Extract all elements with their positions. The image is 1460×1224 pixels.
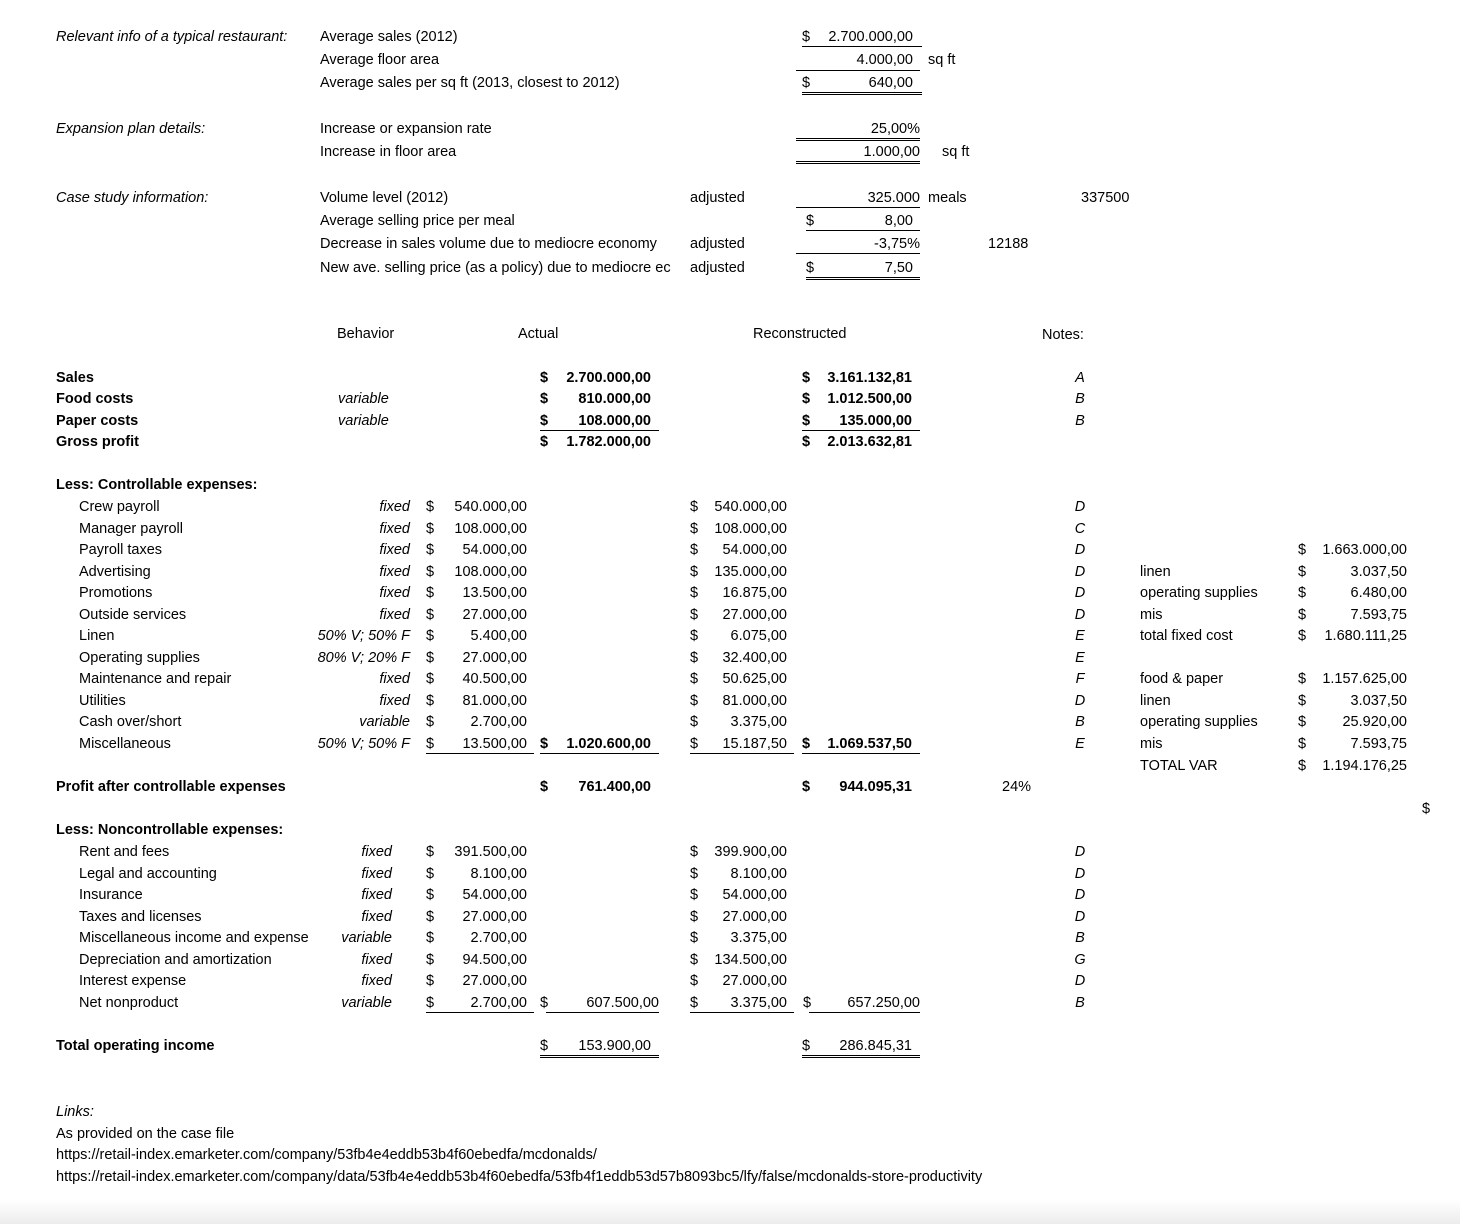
side-fixed-label: linen bbox=[1140, 564, 1171, 580]
side-var-sym: $ bbox=[1298, 758, 1307, 774]
value-floor-increase: 1.000,00 bbox=[796, 143, 920, 164]
noncontrollable-total-reconstructed: 657.250,00 bbox=[809, 994, 920, 1013]
controllable-row-note: E bbox=[1075, 650, 1085, 666]
summary-note: A bbox=[1075, 370, 1085, 386]
side-var-label: linen bbox=[1140, 693, 1171, 709]
controllable-row-reconstructed-value: 108.000,00 bbox=[714, 521, 787, 537]
controllable-row-actual-sym: $ bbox=[426, 607, 435, 623]
label-floor-increase: Increase in floor area bbox=[320, 144, 457, 160]
summary-actual-value: 810.000,00 bbox=[578, 391, 651, 407]
controllable-row-actual-sym: $ bbox=[426, 628, 435, 644]
controllable-row-reconstructed-value: 27.000,00 bbox=[722, 607, 787, 623]
header-actual: Actual bbox=[518, 326, 559, 342]
summary-note: B bbox=[1075, 391, 1085, 407]
controllable-row-reconstructed-sym: $ bbox=[690, 542, 699, 558]
controllable-row-note: D bbox=[1074, 542, 1086, 558]
summary-reconstructed-sym: $ bbox=[802, 391, 811, 407]
label-sales-decrease: Decrease in sales volume due to mediocre economy bbox=[320, 236, 657, 252]
side-var-value: 3.037,50 bbox=[1350, 693, 1407, 709]
controllable-row-behavior: fixed bbox=[379, 671, 410, 687]
controllable-row-reconstructed-sym: $ bbox=[690, 671, 699, 687]
noncontrollable-row-actual-value: 27.000,00 bbox=[462, 973, 527, 989]
controllable-total-reconstructed-sym: $ bbox=[802, 735, 920, 754]
label-expansion-rate: Increase or expansion rate bbox=[320, 121, 492, 137]
noncontrollable-row-behavior: variable bbox=[341, 995, 392, 1011]
controllable-row-actual-sym: $ bbox=[426, 714, 435, 730]
controllable-row-reconstructed-sym: $ bbox=[690, 521, 699, 537]
noncontrollable-row-behavior: fixed bbox=[361, 844, 392, 860]
noncontrollable-row-actual-sym: $ bbox=[426, 952, 435, 968]
controllable-row-actual-value: 5.400,00 bbox=[470, 628, 527, 644]
noncontrollable-row-actual-sym: $ bbox=[426, 909, 435, 925]
controllable-title: Less: Controllable expenses: bbox=[56, 477, 258, 493]
summary-reconstructed-value: 135.000,00 bbox=[839, 413, 912, 429]
controllable-row-behavior: variable bbox=[359, 714, 410, 730]
side-fixed-label: operating supplies bbox=[1140, 585, 1258, 601]
label-floor-area: Average floor area bbox=[320, 52, 440, 68]
controllable-row-reconstructed-sym: $ bbox=[690, 735, 794, 754]
controllable-row-actual-sym: $ bbox=[426, 735, 534, 754]
summary-actual-sym: $ bbox=[540, 412, 659, 431]
noncontrollable-row-reconstructed-value: 3.375,00 bbox=[730, 930, 787, 946]
controllable-row-label: Miscellaneous bbox=[79, 736, 171, 752]
side-var-label: TOTAL VAR bbox=[1140, 758, 1218, 774]
noncontrollable-row-label: Taxes and licenses bbox=[79, 909, 202, 925]
window-bottom-edge bbox=[0, 1200, 1460, 1224]
noncontrollable-row-note: D bbox=[1074, 973, 1086, 989]
controllable-row-note: D bbox=[1074, 499, 1086, 515]
side-fixed-sym: $ bbox=[1298, 564, 1307, 580]
controllable-row-behavior: fixed bbox=[379, 607, 410, 623]
total-operating-reconstructed-sym: $ bbox=[802, 1037, 920, 1058]
edge-dollar: $ bbox=[1422, 801, 1431, 817]
noncontrollable-row-note: D bbox=[1074, 844, 1086, 860]
side-var-sym: $ bbox=[1298, 736, 1307, 752]
label-new-price: New ave. selling price (as a policy) due to mediocre ec bbox=[320, 260, 671, 276]
noncontrollable-row-label: Legal and accounting bbox=[79, 866, 217, 882]
profit-after-reconstructed: 944.095,31 bbox=[839, 779, 912, 795]
controllable-row-note: E bbox=[1075, 736, 1085, 752]
total-operating-actual: 153.900,00 bbox=[578, 1038, 651, 1054]
side-var-sym: $ bbox=[1298, 693, 1307, 709]
controllable-row-label: Advertising bbox=[79, 564, 151, 580]
controllable-row-note: E bbox=[1075, 628, 1085, 644]
controllable-row-reconstructed-sym: $ bbox=[690, 628, 699, 644]
controllable-row-actual-sym: $ bbox=[426, 542, 435, 558]
noncontrollable-row-reconstructed-value: 399.900,00 bbox=[714, 844, 787, 860]
summary-reconstructed-sym: $ bbox=[802, 370, 811, 386]
controllable-row-note: D bbox=[1074, 585, 1086, 601]
noncontrollable-row-reconstructed-value: 27.000,00 bbox=[722, 909, 787, 925]
controllable-row-behavior: fixed bbox=[379, 521, 410, 537]
controllable-row-behavior: fixed bbox=[379, 693, 410, 709]
controllable-row-label: Outside services bbox=[79, 607, 187, 623]
controllable-row-label: Maintenance and repair bbox=[79, 671, 232, 687]
controllable-row-actual-value: 108.000,00 bbox=[454, 564, 527, 580]
controllable-row-reconstructed-value: 54.000,00 bbox=[722, 542, 787, 558]
noncontrollable-row-reconstructed-sym: $ bbox=[690, 952, 699, 968]
controllable-row-note: C bbox=[1074, 521, 1086, 537]
controllable-row-actual-value: 540.000,00 bbox=[454, 499, 527, 515]
controllable-row-actual-value: 27.000,00 bbox=[462, 650, 527, 666]
noncontrollable-total-actual: 607.500,00 bbox=[546, 994, 659, 1013]
controllable-row-reconstructed-value: 81.000,00 bbox=[722, 693, 787, 709]
summary-reconstructed-sym: $ bbox=[802, 412, 920, 431]
controllable-row-reconstructed-value: 50.625,00 bbox=[722, 671, 787, 687]
noncontrollable-row-note: D bbox=[1074, 887, 1086, 903]
link-url-2[interactable]: https://retail-index.emarketer.com/company/data/53fb4e4eddb53b4f60ebedfa/53fb4f1eddb53d57b8093bc5/lfy/false/mcdonalds-store-productivity bbox=[56, 1169, 983, 1185]
noncontrollable-row-reconstructed-sym: $ bbox=[690, 844, 699, 860]
summary-note: B bbox=[1075, 413, 1085, 429]
header-behavior: Behavior bbox=[337, 326, 395, 342]
value-volume-level: 325.000 bbox=[796, 189, 920, 208]
controllable-row-reconstructed-sym: $ bbox=[690, 564, 699, 580]
noncontrollable-row-label: Depreciation and amortization bbox=[79, 952, 272, 968]
summary-label: Paper costs bbox=[56, 413, 139, 429]
side-fixed-value: 1.680.111,25 bbox=[1324, 628, 1407, 644]
value-sales-decrease: -3,75% bbox=[796, 235, 920, 254]
controllable-row-note: D bbox=[1074, 564, 1086, 580]
noncontrollable-row-actual-sym: $ bbox=[426, 930, 435, 946]
noncontrollable-row-label: Net nonproduct bbox=[79, 995, 179, 1011]
controllable-row-actual-value: 27.000,00 bbox=[462, 607, 527, 623]
summary-reconstructed-value: 1.012.500,00 bbox=[827, 391, 912, 407]
controllable-row-label: Operating supplies bbox=[79, 650, 200, 666]
noncontrollable-row-behavior: variable bbox=[341, 930, 392, 946]
controllable-row-actual-sym: $ bbox=[426, 564, 435, 580]
controllable-row-label: Payroll taxes bbox=[79, 542, 163, 558]
noncontrollable-row-actual-value: 27.000,00 bbox=[462, 909, 527, 925]
adjusted-volume: adjusted bbox=[690, 190, 745, 206]
controllable-total-actual: 1.020.600,00 bbox=[566, 736, 651, 752]
label-volume-level: Volume level (2012) bbox=[320, 190, 449, 206]
controllable-total-reconstructed: 1.069.537,50 bbox=[827, 736, 912, 752]
noncontrollable-row-label: Rent and fees bbox=[79, 844, 170, 860]
profit-after-reconstructed-sym: $ bbox=[802, 779, 811, 795]
label-sales-per-sqft: Average sales per sq ft (2013, closest to 2012) bbox=[320, 75, 620, 91]
controllable-row-actual-value: 81.000,00 bbox=[462, 693, 527, 709]
section-label-expansion: Expansion plan details: bbox=[56, 121, 206, 137]
controllable-row-behavior: fixed bbox=[379, 564, 410, 580]
controllable-row-reconstructed-sym: $ bbox=[690, 607, 699, 623]
noncontrollable-row-reconstructed-value: 54.000,00 bbox=[722, 887, 787, 903]
noncontrollable-row-note: G bbox=[1074, 952, 1086, 968]
adjusted-new-price: adjusted bbox=[690, 260, 745, 276]
unit-volume: meals bbox=[928, 190, 967, 206]
value-new-price: 7,50 bbox=[884, 260, 913, 276]
sym-new-price: $ bbox=[806, 259, 920, 280]
summary-actual-value: 108.000,00 bbox=[578, 413, 651, 429]
noncontrollable-total-actual-sym: $ bbox=[540, 995, 549, 1011]
summary-label: Gross profit bbox=[56, 434, 139, 450]
controllable-row-behavior: 80% V; 20% F bbox=[317, 650, 410, 666]
unit-floor-area: sq ft bbox=[928, 52, 956, 68]
controllable-row-actual-sym: $ bbox=[426, 650, 435, 666]
controllable-row-actual-value: 13.500,00 bbox=[462, 585, 527, 601]
sym-selling-price: $ bbox=[806, 212, 920, 231]
noncontrollable-row-note: B bbox=[1075, 995, 1085, 1011]
noncontrollable-title: Less: Noncontrollable expenses: bbox=[56, 822, 284, 838]
profit-after-label: Profit after controllable expenses bbox=[56, 779, 286, 795]
noncontrollable-row-reconstructed-sym: $ bbox=[690, 909, 699, 925]
summary-label: Sales bbox=[56, 370, 94, 386]
controllable-row-actual-sym: $ bbox=[426, 693, 435, 709]
controllable-row-label: Cash over/short bbox=[79, 714, 182, 730]
noncontrollable-row-actual-value: 94.500,00 bbox=[462, 952, 527, 968]
controllable-row-actual-value: 40.500,00 bbox=[462, 671, 527, 687]
noncontrollable-row-reconstructed-value: 27.000,00 bbox=[722, 973, 787, 989]
summary-behavior: variable bbox=[338, 391, 389, 407]
links-line-1: As provided on the case file bbox=[56, 1126, 235, 1142]
controllable-row-label: Promotions bbox=[79, 585, 153, 601]
noncontrollable-row-actual-sym: $ bbox=[426, 866, 435, 882]
noncontrollable-row-reconstructed-sym: $ bbox=[690, 973, 699, 989]
noncontrollable-row-label: Insurance bbox=[79, 887, 143, 903]
side-var-sym: $ bbox=[1298, 714, 1307, 730]
side-fixed-sym: $ bbox=[1298, 542, 1307, 558]
noncontrollable-row-actual-value: 2.700,00 bbox=[470, 930, 527, 946]
controllable-row-behavior: fixed bbox=[379, 542, 410, 558]
noncontrollable-row-actual-value: 54.000,00 bbox=[462, 887, 527, 903]
profit-after-percent: 24% bbox=[1002, 779, 1032, 795]
noncontrollable-row-behavior: fixed bbox=[361, 909, 392, 925]
noncontrollable-row-reconstructed-sym: $ bbox=[690, 887, 699, 903]
controllable-row-reconstructed-sym: $ bbox=[690, 693, 699, 709]
controllable-row-actual-value: 108.000,00 bbox=[454, 521, 527, 537]
controllable-row-label: Crew payroll bbox=[79, 499, 160, 515]
total-operating-reconstructed: 286.845,31 bbox=[839, 1038, 912, 1054]
controllable-row-reconstructed-sym: $ bbox=[690, 499, 699, 515]
summary-reconstructed-sym: $ bbox=[802, 434, 811, 450]
noncontrollable-row-label: Interest expense bbox=[79, 973, 187, 989]
side-fixed-label: total fixed cost bbox=[1140, 628, 1233, 644]
side-fixed-value: 7.593,75 bbox=[1350, 607, 1407, 623]
noncontrollable-row-actual-sym: $ bbox=[426, 887, 435, 903]
controllable-row-reconstructed-value: 3.375,00 bbox=[730, 714, 787, 730]
noncontrollable-row-behavior: fixed bbox=[361, 887, 392, 903]
noncontrollable-row-reconstructed-value: 8.100,00 bbox=[730, 866, 787, 882]
controllable-row-actual-value: 13.500,00 bbox=[462, 736, 527, 752]
sym-average-sales: $ bbox=[802, 28, 922, 47]
noncontrollable-row-behavior: fixed bbox=[361, 952, 392, 968]
controllable-row-note: B bbox=[1075, 714, 1085, 730]
label-selling-price: Average selling price per meal bbox=[320, 213, 515, 229]
side-fixed-value: 3.037,50 bbox=[1350, 564, 1407, 580]
controllable-row-reconstructed-value: 32.400,00 bbox=[722, 650, 787, 666]
noncontrollable-row-reconstructed-sym: $ bbox=[690, 994, 794, 1013]
total-operating-label: Total operating income bbox=[56, 1038, 215, 1054]
side-var-label: mis bbox=[1140, 736, 1163, 752]
controllable-row-note: D bbox=[1074, 693, 1086, 709]
noncontrollable-row-note: D bbox=[1074, 909, 1086, 925]
controllable-row-note: D bbox=[1074, 607, 1086, 623]
unit-floor-increase: sq ft bbox=[942, 144, 970, 160]
controllable-row-actual-sym: $ bbox=[426, 499, 435, 515]
summary-actual-sym: $ bbox=[540, 434, 549, 450]
controllable-row-label: Utilities bbox=[79, 693, 126, 709]
controllable-row-behavior: fixed bbox=[379, 585, 410, 601]
side-var-label: food & paper bbox=[1140, 671, 1224, 687]
noncontrollable-row-label: Miscellaneous income and expense bbox=[79, 930, 309, 946]
side-fixed-sym: $ bbox=[1298, 585, 1307, 601]
controllable-row-actual-value: 2.700,00 bbox=[470, 714, 527, 730]
controllable-row-reconstructed-value: 16.875,00 bbox=[722, 585, 787, 601]
noncontrollable-row-note: D bbox=[1074, 866, 1086, 882]
summary-actual-value: 2.700.000,00 bbox=[566, 370, 651, 386]
side-var-value: 7.593,75 bbox=[1350, 736, 1407, 752]
summary-behavior: variable bbox=[338, 413, 389, 429]
link-url-1[interactable]: https://retail-index.emarketer.com/company/53fb4e4eddb53b4f60ebedfa/mcdonalds/ bbox=[56, 1147, 597, 1163]
profit-after-actual-sym: $ bbox=[540, 779, 549, 795]
side-fixed-label: mis bbox=[1140, 607, 1163, 623]
noncontrollable-row-note: B bbox=[1075, 930, 1085, 946]
controllable-row-reconstructed-sym: $ bbox=[690, 714, 699, 730]
controllable-row-label: Linen bbox=[79, 628, 115, 644]
summary-actual-sym: $ bbox=[540, 370, 549, 386]
controllable-row-actual-sym: $ bbox=[426, 521, 435, 537]
controllable-row-actual-sym: $ bbox=[426, 671, 435, 687]
noncontrollable-row-reconstructed-sym: $ bbox=[690, 930, 699, 946]
header-notes: Notes: bbox=[1042, 327, 1084, 343]
noncontrollable-row-actual-sym: $ bbox=[426, 973, 435, 989]
controllable-row-behavior: fixed bbox=[379, 499, 410, 515]
controllable-row-actual-sym: $ bbox=[426, 585, 435, 601]
profit-after-actual: 761.400,00 bbox=[578, 779, 651, 795]
sym-sales-per-sqft: $ bbox=[802, 74, 922, 95]
noncontrollable-row-behavior: fixed bbox=[361, 973, 392, 989]
header-reconstructed: Reconstructed bbox=[753, 326, 847, 342]
section-label-relevant: Relevant info of a typical restaurant: bbox=[56, 29, 288, 45]
controllable-row-behavior: 50% V; 50% F bbox=[317, 736, 410, 752]
controllable-row-reconstructed-sym: $ bbox=[690, 585, 699, 601]
value-average-sales: 2.700.000,00 bbox=[828, 29, 913, 45]
noncontrollable-row-reconstructed-value: 3.375,00 bbox=[730, 995, 787, 1011]
noncontrollable-total-reconstructed-sym: $ bbox=[803, 995, 812, 1011]
noncontrollable-row-behavior: fixed bbox=[361, 866, 392, 882]
side-var-value: 25.920,00 bbox=[1342, 714, 1407, 730]
controllable-row-actual-value: 54.000,00 bbox=[462, 542, 527, 558]
value-expansion-rate: 25,00% bbox=[796, 120, 920, 141]
side-fixed-sym: $ bbox=[1298, 628, 1307, 644]
total-operating-actual-sym: $ bbox=[540, 1037, 659, 1058]
value-sales-per-sqft: 640,00 bbox=[868, 75, 913, 91]
noncontrollable-row-actual-value: 2.700,00 bbox=[470, 995, 527, 1011]
side-var-value: 1.157.625,00 bbox=[1322, 671, 1407, 687]
side-fixed-sym: $ bbox=[1298, 607, 1307, 623]
side-var-value: 1.194.176,25 bbox=[1322, 758, 1407, 774]
side-var-sym: $ bbox=[1298, 671, 1307, 687]
value-floor-area: 4.000,00 bbox=[856, 52, 913, 68]
noncontrollable-row-actual-sym: $ bbox=[426, 844, 435, 860]
value-volume-adjusted: 337500 bbox=[1081, 190, 1130, 206]
controllable-row-reconstructed-value: 6.075,00 bbox=[730, 628, 787, 644]
side-var-label: operating supplies bbox=[1140, 714, 1258, 730]
summary-actual-value: 1.782.000,00 bbox=[566, 434, 651, 450]
controllable-row-reconstructed-value: 135.000,00 bbox=[714, 564, 787, 580]
value-decrease-meals: 12188 bbox=[988, 236, 1029, 252]
noncontrollable-row-actual-sym: $ bbox=[426, 994, 534, 1013]
controllable-row-label: Manager payroll bbox=[79, 521, 183, 537]
section-label-case-study: Case study information: bbox=[56, 190, 209, 206]
rule-floor-area bbox=[796, 51, 920, 71]
side-fixed-value: 1.663.000,00 bbox=[1322, 542, 1407, 558]
noncontrollable-row-actual-value: 391.500,00 bbox=[454, 844, 527, 860]
summary-reconstructed-value: 2.013.632,81 bbox=[827, 434, 912, 450]
label-average-sales: Average sales (2012) bbox=[320, 29, 458, 45]
noncontrollable-row-actual-value: 8.100,00 bbox=[470, 866, 527, 882]
controllable-row-reconstructed-value: 15.187,50 bbox=[722, 736, 787, 752]
noncontrollable-row-reconstructed-value: 134.500,00 bbox=[714, 952, 787, 968]
controllable-row-behavior: 50% V; 50% F bbox=[317, 628, 410, 644]
links-title: Links: bbox=[56, 1104, 94, 1120]
controllable-row-reconstructed-sym: $ bbox=[690, 650, 699, 666]
controllable-total-actual-sym: $ bbox=[540, 735, 659, 754]
summary-actual-sym: $ bbox=[540, 391, 549, 407]
summary-reconstructed-value: 3.161.132,81 bbox=[827, 370, 912, 386]
summary-label: Food costs bbox=[56, 391, 134, 407]
controllable-row-note: F bbox=[1075, 671, 1085, 687]
adjusted-decrease: adjusted bbox=[690, 236, 745, 252]
side-fixed-value: 6.480,00 bbox=[1350, 585, 1407, 601]
value-selling-price: 8,00 bbox=[884, 213, 913, 229]
noncontrollable-row-reconstructed-sym: $ bbox=[690, 866, 699, 882]
controllable-row-reconstructed-value: 540.000,00 bbox=[714, 499, 787, 515]
